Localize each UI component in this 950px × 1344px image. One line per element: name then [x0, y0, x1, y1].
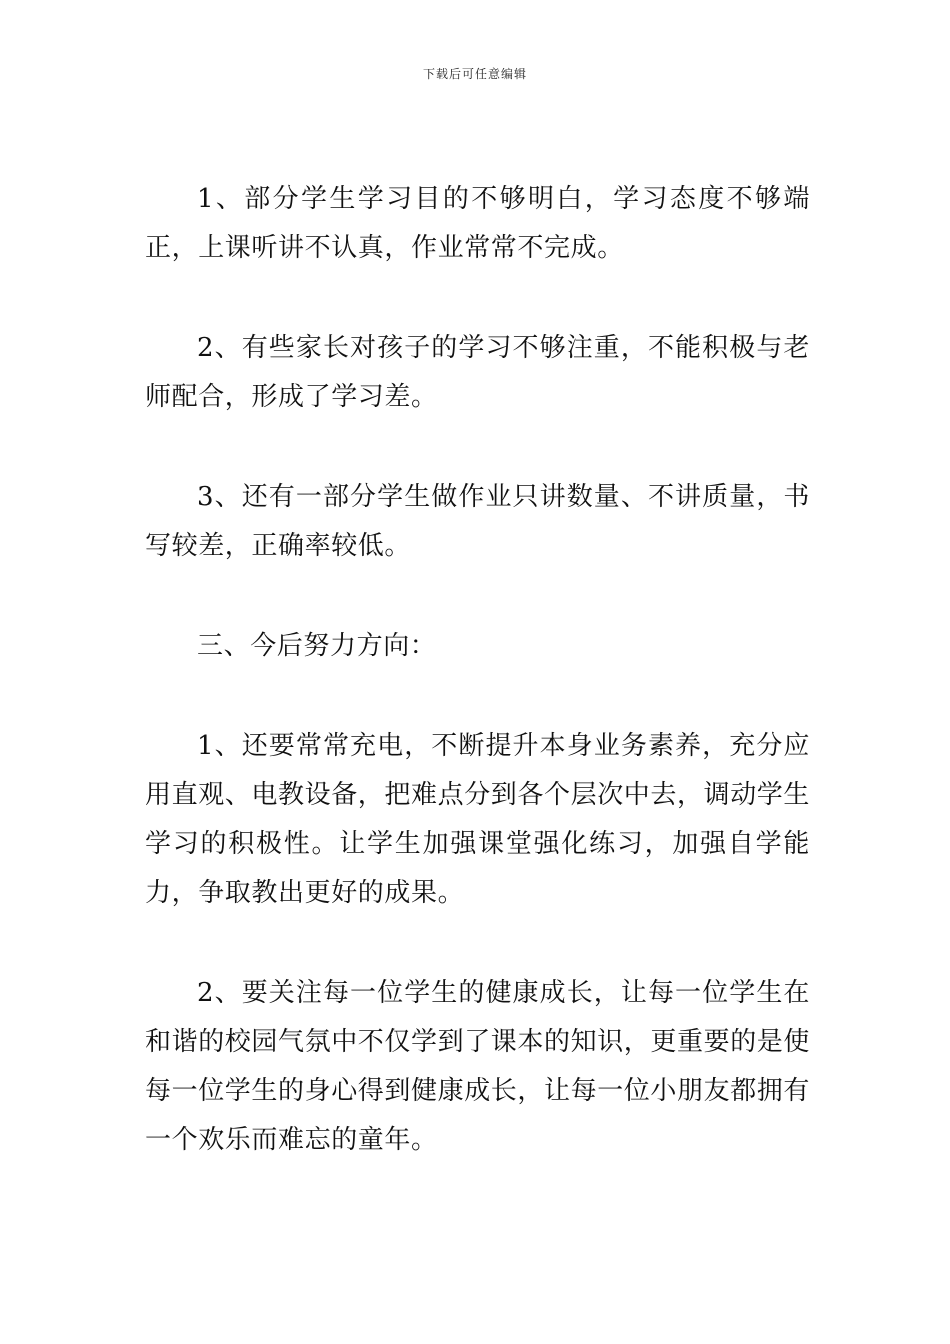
paragraph-problem-1: 1、部分学生学习目的不够明白，学习态度不够端正，上课听讲不认真，作业常常不完成。: [145, 184, 810, 263]
paragraph-direction-2: 2、要关注每一位学生的健康成长，让每一位学生在和谐的校园气氛中不仅学到了课本的知识，更重要的是使每一位学生的身心得到健康成长，让每一位小朋友都拥有一个欢乐而难忘的童年。: [145, 978, 811, 1155]
header-note: 下载后可任意编辑: [422, 67, 527, 81]
document-body: [145, 175, 810, 1165]
paragraph-problem-3: 3、还有一部分学生做作业只讲数量、不讲质量，书写较差，正确率较低。: [145, 482, 810, 561]
paragraph-problem-2: 2、有些家长对孩子的学习不够注重，不能积极与老师配合，形成了学习差。: [145, 333, 810, 412]
section-heading-future-direction: 三、今后努力方向：: [197, 631, 437, 661]
paragraph-direction-1: 1、还要常常充电，不断提升本身业务素养，充分应用直观、电教设备，把难点分到各个层次中去，调动学生学习的积极性。让学生加强课堂强化练习，加强自学能力，争取教出更好的成果。: [145, 731, 811, 908]
